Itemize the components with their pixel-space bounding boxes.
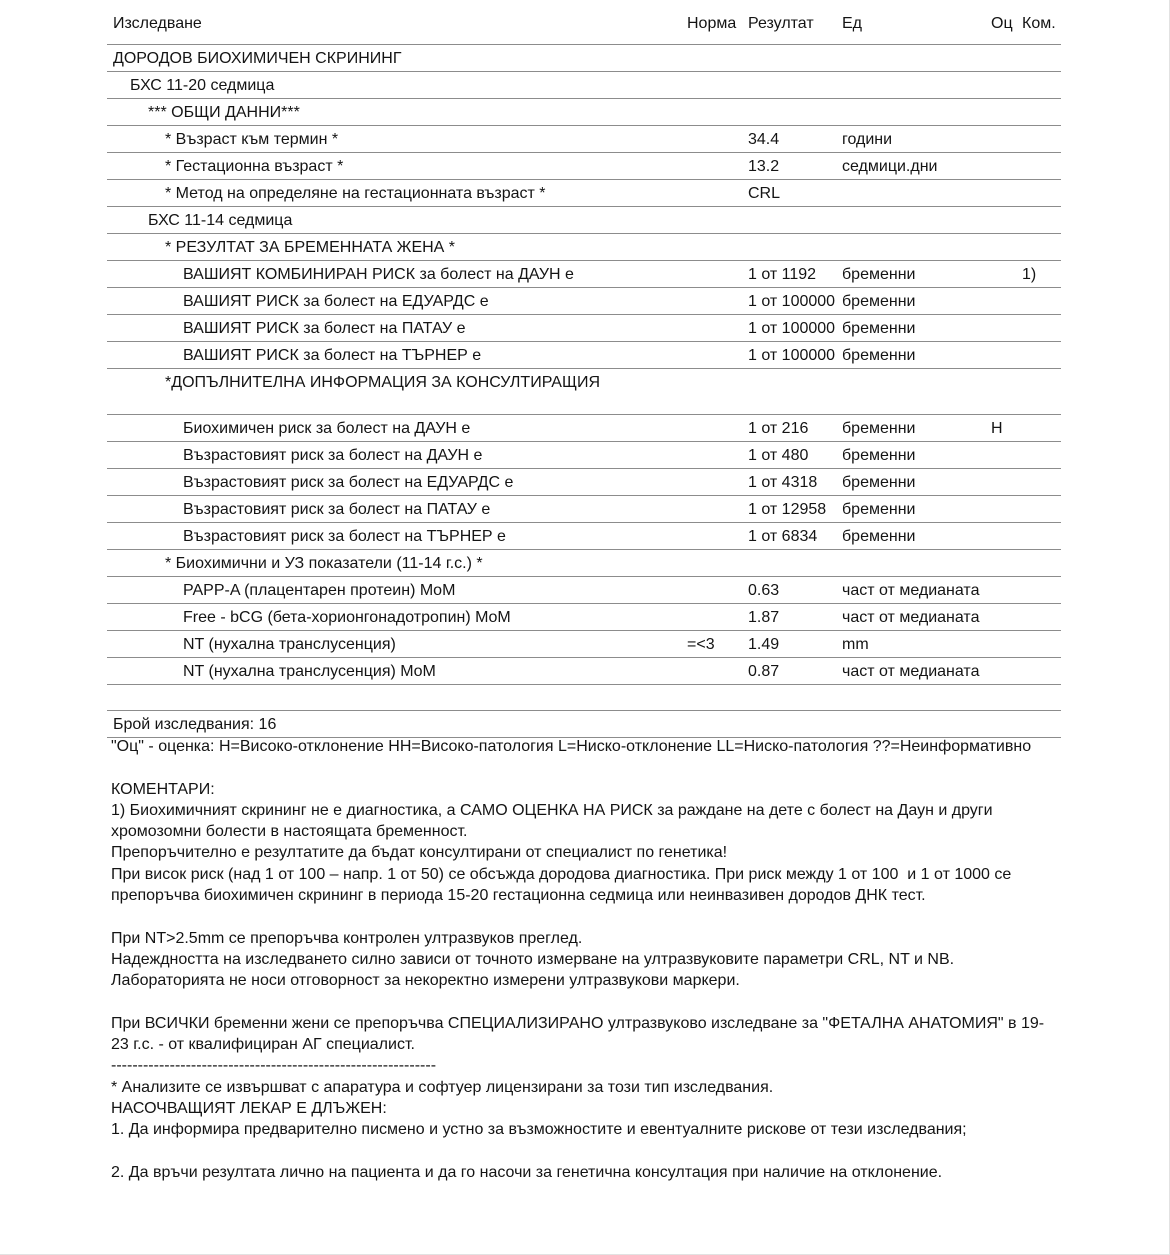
row-assessment: H bbox=[991, 420, 1003, 437]
row-test-name: ВАШИЯТ РИСК за болест на ТЪРНЕР е bbox=[183, 347, 482, 364]
note-line: 2. Да връчи резултата лично на пациента и да го насочи за генетична консултация при наличие на отклонение. bbox=[111, 1163, 943, 1181]
row-test-name: Биохимичен риск за болест на ДАУН е bbox=[183, 420, 471, 437]
row-test-name: ДОРОДОВ БИОХИМИЧЕН СКРИНИНГ bbox=[113, 50, 402, 67]
table-row bbox=[107, 72, 1061, 99]
note-line: Надеждността на изследването силно зависи от точното измерване на ултразвуковите параметри CRL, NT и NB. bbox=[111, 950, 955, 968]
row-unit: бременни bbox=[842, 447, 916, 464]
row-test-name: Възрастовият риск за болест на ТЪРНЕР е bbox=[183, 528, 506, 545]
header-unit: Ед bbox=[842, 15, 863, 32]
table-row bbox=[107, 45, 1061, 72]
test-count-row bbox=[107, 711, 1061, 738]
row-unit: бременни bbox=[842, 528, 916, 545]
row-test-name: NT (нухална транслусенция) MoM bbox=[183, 663, 436, 680]
row-test-name: Възрастовият риск за болест на ПАТАУ е bbox=[183, 501, 491, 518]
table-row bbox=[107, 631, 1061, 658]
row-unit: бременни bbox=[842, 501, 916, 518]
table-row bbox=[107, 207, 1061, 234]
table-row bbox=[107, 261, 1061, 288]
row-test-name: * Метод на определяне на гестационната възраст * bbox=[165, 185, 546, 202]
results-table bbox=[107, 0, 1061, 738]
table-header bbox=[107, 0, 1061, 45]
table-row bbox=[107, 658, 1061, 685]
row-test-name: * Възраст към термин * bbox=[165, 131, 339, 148]
note-line: НАСОЧВАЩИЯТ ЛЕКАР Е ДЛЪЖЕН: bbox=[111, 1100, 387, 1118]
header-result: Резултат bbox=[748, 15, 814, 32]
row-test-name: PAPP-A (плацентарен протеин) MoM bbox=[183, 582, 456, 599]
table-row bbox=[107, 288, 1061, 315]
row-unit: седмици.дни bbox=[842, 158, 938, 175]
note-line: Лабораторията не носи отговорност за некоректно измерени ултразвукови маркери. bbox=[111, 972, 740, 990]
note-line bbox=[111, 992, 1051, 1013]
header-test: Изследване bbox=[113, 15, 202, 32]
table-body bbox=[107, 45, 1061, 685]
row-result: 0.87 bbox=[748, 663, 780, 680]
table-row bbox=[107, 234, 1061, 261]
header-assessment: Оц bbox=[991, 15, 1013, 32]
table-row bbox=[107, 604, 1061, 631]
note-line: * Анализите се извършват с апаратура и софтуер лицензирани за този тип изследвания. bbox=[111, 1078, 774, 1096]
row-result: 1 от 480 bbox=[748, 447, 809, 464]
row-test-name: БХС 11-14 седмица bbox=[148, 212, 293, 229]
row-result: 0.63 bbox=[748, 582, 780, 599]
row-result: 1 от 6834 bbox=[748, 528, 818, 545]
table-row bbox=[107, 469, 1061, 496]
row-test-name: Възрастовият риск за болест на ЕДУАРДС е bbox=[183, 474, 514, 491]
table-row bbox=[107, 369, 1061, 415]
row-result: 1 от 4318 bbox=[748, 474, 818, 491]
row-test-name: Възрастовият риск за болест на ДАУН е bbox=[183, 447, 483, 464]
row-unit: част от медианата bbox=[842, 582, 980, 599]
row-unit: бременни bbox=[842, 420, 916, 437]
table-row bbox=[107, 550, 1061, 577]
row-result: 1 от 1192 bbox=[748, 266, 817, 283]
table-row bbox=[107, 415, 1061, 442]
row-test-name: БХС 11-20 седмица bbox=[130, 77, 275, 94]
row-unit: mm bbox=[842, 636, 869, 653]
row-result: 1.87 bbox=[748, 609, 780, 626]
row-result: 34.4 bbox=[748, 131, 780, 148]
row-unit: бременни bbox=[842, 347, 916, 364]
row-result: 1 от 100000 bbox=[748, 320, 836, 337]
table-row bbox=[107, 496, 1061, 523]
row-result: 1 от 100000 bbox=[748, 293, 836, 310]
row-unit: част от медианата bbox=[842, 663, 980, 680]
table-row bbox=[107, 523, 1061, 550]
note-line: При NT>2.5mm се препоръчва контролен ултразвуков преглед. bbox=[111, 929, 583, 947]
note-line: При висок риск (над 1 от 100 – напр. 1 от 50) се обсъжда дородова диагностика. При риск между 1 от 100 и 1 от 1000 се препоръчва биохимичен скрининг в периода 15-20 гестационна седмица или неинвазивен дородов ДНК тест. bbox=[111, 865, 1016, 905]
row-unit: част от медианата bbox=[842, 609, 980, 626]
table-row bbox=[107, 577, 1061, 604]
notes-section bbox=[111, 736, 1051, 1183]
row-unit: години bbox=[842, 131, 893, 148]
row-test-name: NT (нухална транслусенция) bbox=[183, 636, 396, 653]
row-test-name: Free - bCG (бета-хорионгонадотропин) MoM bbox=[183, 609, 511, 626]
table-row bbox=[107, 99, 1061, 126]
note-line: При ВСИЧКИ бременни жени се препоръчва СПЕЦИАЛИЗИРАНО ултразвуково изследване за "ФЕТАЛНА АНАТОМИЯ" в 19-23 г.с. - от квалифициран АГ специалист. bbox=[111, 1014, 1045, 1054]
row-unit: бременни bbox=[842, 474, 916, 491]
row-test-name: * Биохимични и УЗ показатели (11-14 г.с.) * bbox=[165, 555, 483, 572]
note-line: Препоръчително е резултатите да бъдат консултирани от специалист по генетика! bbox=[111, 844, 728, 862]
row-test-name: *** ОБЩИ ДАННИ*** bbox=[148, 104, 300, 121]
table-row bbox=[107, 315, 1061, 342]
row-norm: =<3 bbox=[687, 636, 715, 653]
note-line bbox=[111, 1141, 1051, 1162]
note-line bbox=[111, 906, 1051, 927]
test-count: Брой изследвания: 16 bbox=[113, 716, 277, 733]
row-result: 1 от 216 bbox=[748, 420, 809, 437]
row-test-name: ВАШИЯТ КОМБИНИРАН РИСК за болест на ДАУН е bbox=[183, 266, 574, 283]
table-spacer-row bbox=[107, 685, 1061, 711]
row-result: 13.2 bbox=[748, 158, 780, 175]
row-result: CRL bbox=[748, 185, 781, 202]
header-norm: Норма bbox=[687, 15, 737, 32]
row-test-name: * Гестационна възраст * bbox=[165, 158, 344, 175]
note-line: "Оц" - оценка: H=Високо-отклонение HH=Високо-патология L=Ниско-отклонение LL=Ниско-патология ??=Неинформативно bbox=[111, 738, 1032, 755]
table-row bbox=[107, 180, 1061, 207]
table-row bbox=[107, 153, 1061, 180]
row-comment: 1) bbox=[1022, 266, 1037, 283]
row-test-name: ВАШИЯТ РИСК за болест на ПАТАУ е bbox=[183, 320, 466, 337]
table-row bbox=[107, 442, 1061, 469]
row-result: 1 от 12958 bbox=[748, 501, 827, 518]
row-test-name: *ДОПЪЛНИТЕЛНА ИНФОРМАЦИЯ ЗА КОНСУЛТИРАЩИЯ bbox=[165, 374, 601, 391]
table-row bbox=[107, 342, 1061, 369]
row-unit: бременни bbox=[842, 320, 916, 337]
row-result: 1.49 bbox=[748, 636, 780, 653]
note-line bbox=[111, 757, 1051, 778]
table-row bbox=[107, 126, 1061, 153]
note-line: 1. Да информира предварително писмено и устно за възможностите и евентуалните рискове от тези изследвания; bbox=[111, 1121, 967, 1139]
row-test-name: * РЕЗУЛТАТ ЗА БРЕМЕННАТА ЖЕНА * bbox=[165, 239, 456, 256]
header-comment: Ком. bbox=[1022, 15, 1056, 32]
row-unit: бременни bbox=[842, 266, 916, 283]
row-test-name: ВАШИЯТ РИСК за болест на ЕДУАРДС е bbox=[183, 293, 489, 310]
row-unit: бременни bbox=[842, 293, 916, 310]
note-line: 1) Биохимичният скрининг не е диагностика, а САМО ОЦЕНКА НА РИСК за раждане на дете с болест на Даун и други хромозомни болести в настоящата бременност. bbox=[111, 801, 998, 841]
note-line: КОМЕНТАРИ: bbox=[111, 780, 215, 798]
note-line: ------------------------------------------------------------- bbox=[111, 1057, 437, 1075]
row-result: 1 от 100000 bbox=[748, 347, 836, 364]
